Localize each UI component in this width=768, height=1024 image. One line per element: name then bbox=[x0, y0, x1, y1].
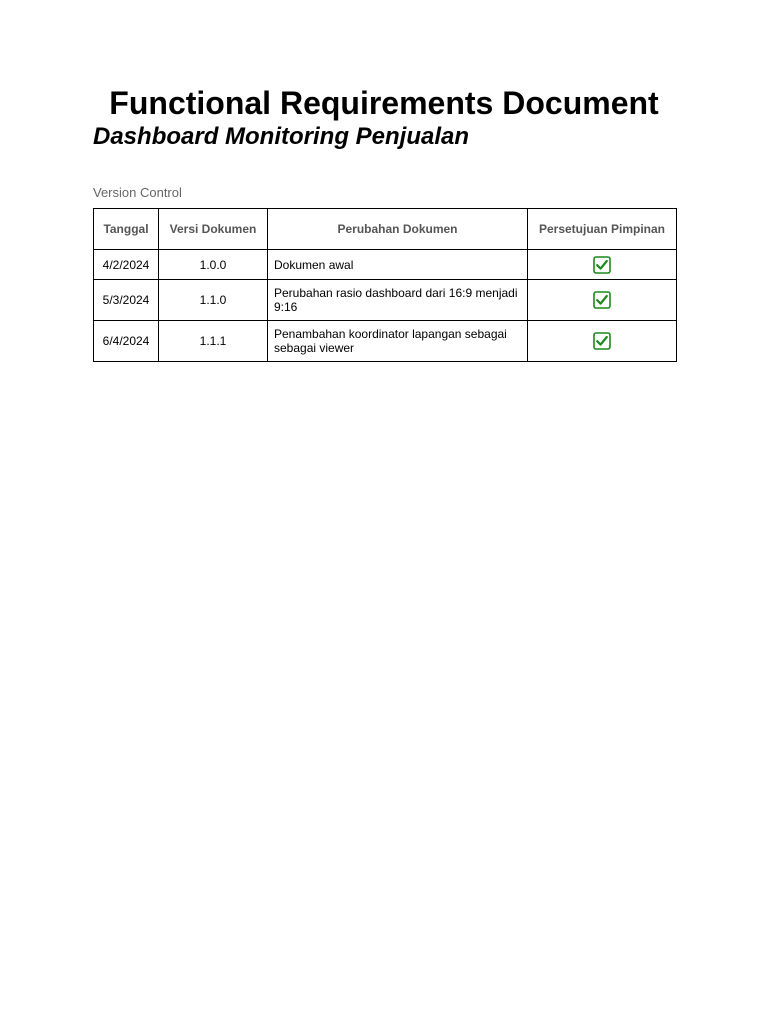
header-persetujuan-pimpinan: Persetujuan Pimpinan bbox=[528, 209, 677, 250]
table-header-row bbox=[94, 209, 677, 250]
check-icon bbox=[593, 332, 611, 350]
table-row bbox=[94, 321, 677, 362]
cell-versi: 1.1.1 bbox=[159, 321, 268, 362]
table-row bbox=[94, 250, 677, 280]
cell-perubahan: Perubahan rasio dashboard dari 16:9 menjadi 9:16 bbox=[268, 280, 528, 321]
header-versi-dokumen: Versi Dokumen bbox=[159, 209, 268, 250]
cell-tanggal: 5/3/2024 bbox=[94, 280, 159, 321]
check-icon bbox=[593, 256, 611, 274]
cell-persetujuan bbox=[528, 250, 677, 280]
cell-persetujuan bbox=[528, 321, 677, 362]
header-tanggal: Tanggal bbox=[94, 209, 159, 250]
cell-perubahan: Dokumen awal bbox=[268, 250, 528, 280]
document-subtitle: Dashboard Monitoring Penjualan bbox=[93, 123, 470, 150]
cell-tanggal: 6/4/2024 bbox=[94, 321, 159, 362]
cell-persetujuan bbox=[528, 280, 677, 321]
cell-perubahan: Penambahan koordinator lapangan sebagai sebagai viewer bbox=[268, 321, 528, 362]
cell-versi: 1.1.0 bbox=[159, 280, 268, 321]
table-row bbox=[94, 280, 677, 321]
check-icon bbox=[593, 291, 611, 309]
cell-versi: 1.0.0 bbox=[159, 250, 268, 280]
header-perubahan-dokumen: Perubahan Dokumen bbox=[268, 209, 528, 250]
cell-tanggal: 4/2/2024 bbox=[94, 250, 159, 280]
version-control-table bbox=[93, 208, 677, 362]
document-title: Functional Requirements Document bbox=[109, 85, 659, 121]
version-control-label: Version Control bbox=[93, 185, 182, 200]
